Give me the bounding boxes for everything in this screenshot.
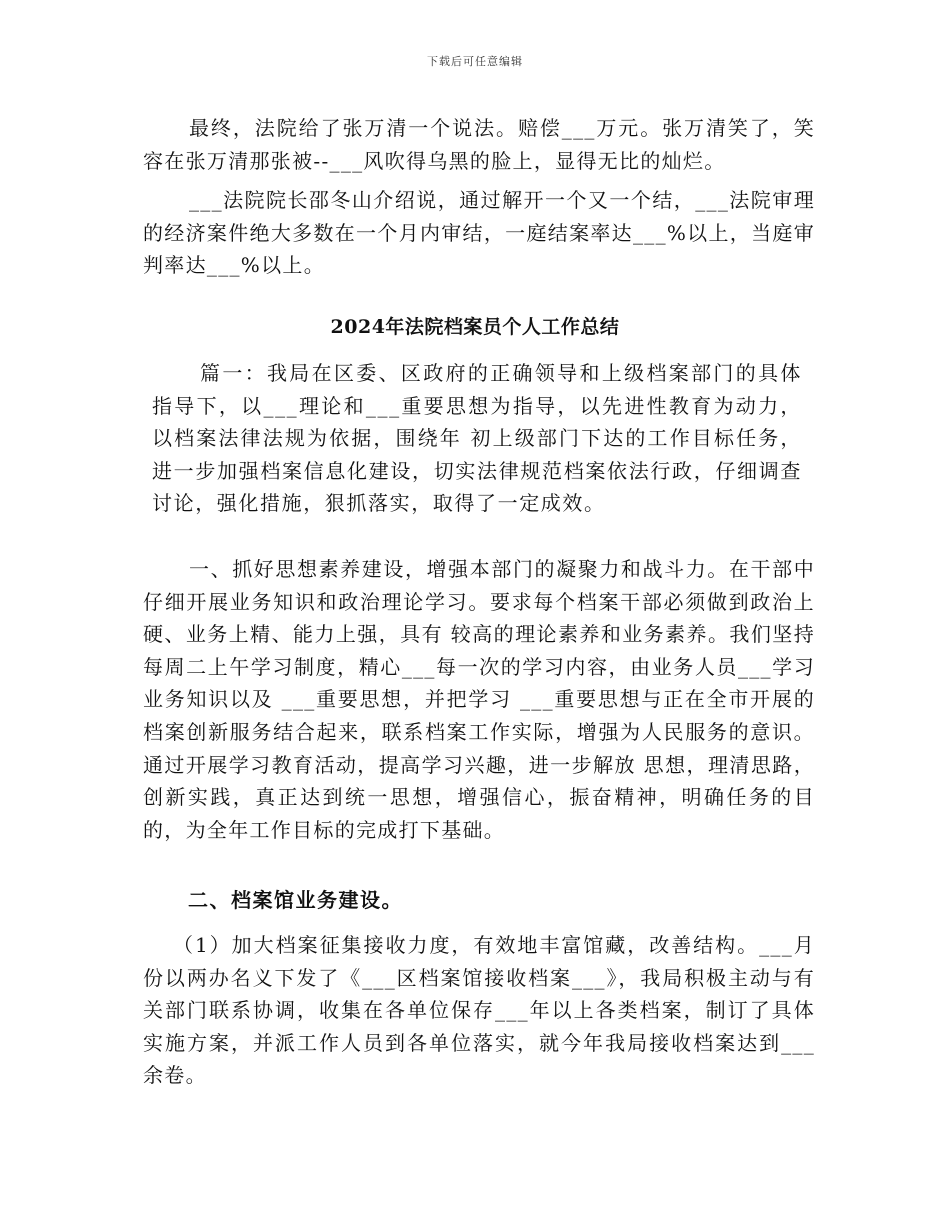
paragraph-compensation: 最终，法院给了张万清一个说法。赔偿___万元。张万清笑了，笑容在张万清那张被--___风吹得乌黑的脸上，显得无比的灿烂。 (143, 116, 815, 173)
paragraph-intro: 篇一：我局在区委、区政府的正确领导和上级档案部门的具体指导下，以___理论和___重要思想为指导，以先进性教育为动力，以档案法律法规为依据，围绕年 初上级部门下达的工作目标任务，进一步加强档案信息化建设，切实法律规范档案依法行政，仔细调查讨论，强化措施，狠抓落实，取得了一定成效。 (152, 361, 802, 515)
subheading-part-two: 二、档案馆业务建设。 (188, 888, 403, 912)
paragraph-court-president: ___法院院长邵冬山介绍说，通过解开一个又一个结，___法院审理的经济案件绝大多数在一个月内审结，一庭结案率达___%以上，当庭审判率达___%以上。 (143, 188, 815, 277)
page-header: 下载后可任意编辑 (427, 55, 523, 68)
section-title: 2024年法院档案员个人工作总结 (330, 316, 620, 338)
paragraph-part-two-item-one: （1）加大档案征集接收力度，有效地丰富馆藏，改善结构。___月份以两办名义下发了《___区档案馆接收档案___》，我局积极主动与有 关部门联系协调，收集在各单位保存___年以上各类档案，制订了具体实施方案，并派工作人员到各单位落实，就今年我局接收档案达到___余卷。 (143, 933, 815, 1087)
paragraph-part-one: 一、抓好思想素养建设，增强本部门的凝聚力和战斗力。在干部中仔细开展业务知识和政治理论学习。要求每个档案干部必须做到政治上硬、业务上精、能力上强，具有 较高的理论素养和业务素养。我们坚持每周二上午学习制度，精心___每一次的学习内容，由业务人员___学习业务知识以及 ___重要思想，并把学习 ___重要思想与正在全市开展的档案创新服务结合起来，联系档案工作实际，增强为人民服务的意识。通过开展学习教育活动，提高学习兴趣，进一步解放 思想，理清思路，创新实践，真正达到统一思想，增强信心，振奋精神，明确任务的目的，为全年工作目标的完成打下基础。 (143, 557, 815, 842)
